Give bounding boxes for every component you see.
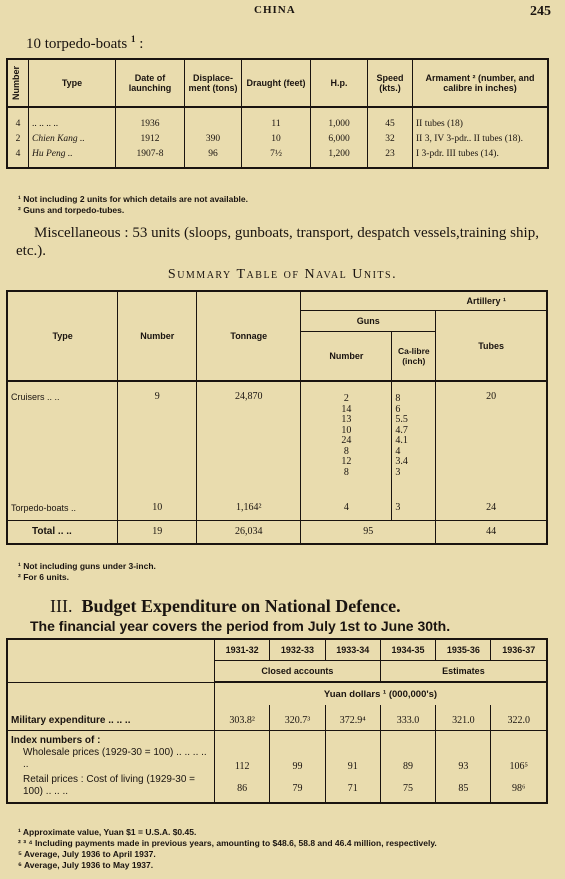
budget-footnote-4: ⁶ Average, July 1936 to May 1937.	[18, 860, 154, 870]
section-heading: III. Budget Expenditure on National Defence.	[50, 596, 401, 616]
year-col: 1934-35	[380, 639, 435, 661]
page-number: 245	[530, 4, 551, 19]
col-type: Type	[29, 59, 116, 107]
estimates-header: Estimates	[380, 661, 547, 683]
miscellaneous-paragraph: Miscellaneous : 53 units (sloops, gunboats, transport, despatch vessels,training ship, etc.).	[16, 225, 539, 259]
budget-footnote-3: ⁵ Average, July 1936 to April 1937.	[18, 849, 156, 859]
year-col: 1936-37	[491, 639, 547, 661]
col-artillery: Artillery ¹	[301, 291, 547, 311]
torpedo-footnote-2: ² Guns and torpedo-tubes.	[18, 205, 125, 215]
table-row: Index numbers of : Wholesale prices (1929-30 = 100) .. .. .. .. .. 112 99 91 89 93 106⁵	[7, 730, 547, 773]
budget-footnote-1: ¹ Approximate value, Yuan $1 = U.S.A. $0.45.	[18, 827, 197, 837]
header-country: CHINA	[254, 4, 296, 16]
col-gun-number: Number	[301, 332, 392, 382]
year-col: 1932-33	[270, 639, 325, 661]
table-row: 4 .. .. .. .. 1936 11 1,000 45 II tubes (18)	[7, 107, 548, 132]
year-col: 1935-36	[436, 639, 491, 661]
summary-footnote-2: ² For 6 units.	[18, 572, 69, 582]
financial-year-note: The financial year covers the period from July 1st to June 30th.	[30, 618, 451, 634]
year-col: 1933-34	[325, 639, 380, 661]
col-type: Type	[7, 291, 118, 381]
col-number: Number	[118, 291, 197, 381]
col-displacement: Displace-ment (tons)	[185, 59, 242, 107]
col-draught: Draught (feet)	[242, 59, 311, 107]
col-calibre: Ca-libre (inch)	[392, 332, 436, 382]
summary-table	[6, 290, 548, 545]
table-row-total: Total .. .. 19 26,034 95 44	[7, 520, 547, 544]
budget-footnote-2: ² ³ ⁴ Including payments made in previous years, amounting to $48.6, 58.8 and 46.4 million, respectively.	[18, 838, 437, 848]
summary-footnote-1: ¹ Not including guns under 3-inch.	[18, 561, 156, 571]
summary-title: Summary Table of Naval Units.	[167, 267, 398, 282]
col-tubes: Tubes	[436, 311, 547, 382]
torpedo-table	[6, 58, 549, 169]
closed-accounts-header: Closed accounts	[215, 661, 381, 683]
table-row: Retail prices : Cost of living (1929-30 = 100) .. .. .. 86 79 71 75 85 98⁶	[7, 773, 547, 803]
units-label: Yuan dollars ¹ (000,000's)	[215, 682, 548, 705]
torpedo-heading: 10 torpedo-boats $^1$ :	[26, 34, 144, 52]
col-date: Date of launching	[116, 59, 185, 107]
table-row: Cruisers .. .. 9 24,870 2 14 13 10 24 8 12 8 8 6 5.5 4.7 4.1 4 3.4 3 20	[7, 381, 547, 493]
col-number: Number	[11, 65, 21, 100]
col-speed: Speed (kts.)	[368, 59, 413, 107]
budget-table	[6, 638, 548, 804]
table-row: 2 Chien Kang .. 1912 390 10 6,000 32 II 3, IV 3-pdr.. II tubes (18).	[7, 132, 548, 147]
table-row: 4 Hu Peng .. 1907-8 96 7½ 1,200 23 I 3-pdr. III tubes (14).	[7, 147, 548, 168]
col-armament: Armament ² (number, and calibre in inches)	[413, 59, 549, 107]
col-hp: H.p.	[311, 59, 368, 107]
year-col: 1931-32	[215, 639, 270, 661]
running-header	[0, 4, 565, 22]
table-row: Torpedo-boats .. 10 1,164² 4 3 24	[7, 493, 547, 520]
torpedo-footnote-1: ¹ Not including 2 units for which details are not available.	[18, 194, 249, 204]
table-row: Military expenditure .. .. .. 303.8² 320.7³ 372.9⁴ 333.0 321.0 322.0	[7, 705, 547, 731]
col-guns: Guns	[301, 311, 436, 332]
col-tonnage: Tonnage	[197, 291, 301, 381]
